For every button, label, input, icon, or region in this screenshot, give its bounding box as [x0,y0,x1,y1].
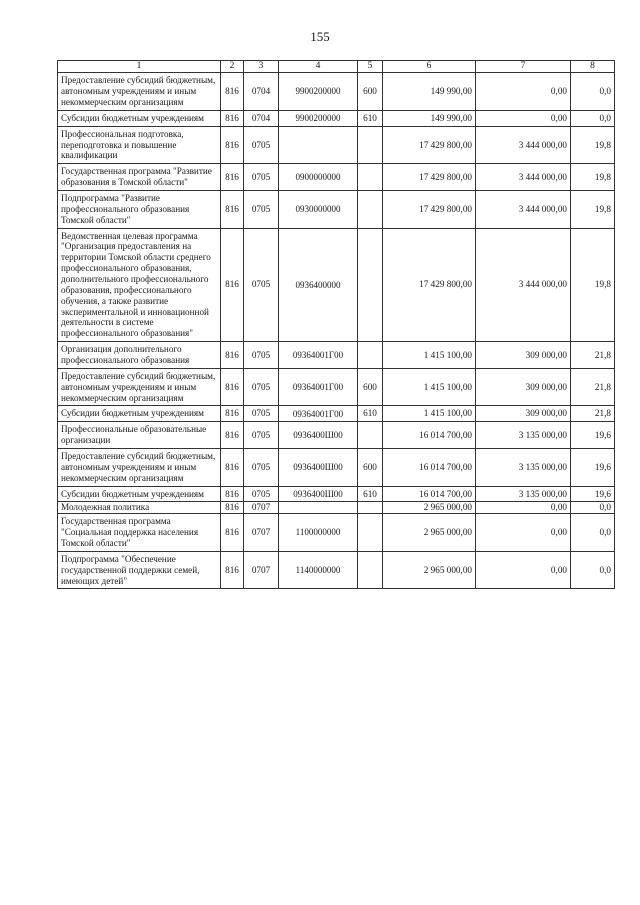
plan-amount-cell: 16 014 700,00 [383,486,476,502]
plan-amount-cell: 1 415 100,00 [383,406,476,422]
section-code-cell: 0704 [244,110,279,126]
executed-amount-cell: 3 444 000,00 [476,228,571,342]
executed-amount-cell: 3 135 000,00 [476,422,571,449]
column-number-row [58,61,615,73]
expense-type-cell [358,514,383,552]
column-header: 1 [58,61,221,73]
table-row [58,126,615,164]
target-article-cell: 0936400Ш00 [279,422,358,449]
expense-type-cell [358,502,383,514]
page-number: 155 [310,29,330,44]
table-row [58,164,615,191]
percent-cell: 19,8 [571,126,615,164]
section-code-cell: 0705 [244,228,279,342]
section-code-cell: 0707 [244,502,279,514]
executed-amount-cell: 0,00 [476,110,571,126]
section-code-cell: 0707 [244,514,279,552]
table-row [58,190,615,228]
table-row [58,448,615,486]
table-row [58,502,615,514]
expense-type-cell: 600 [358,73,383,111]
table-row [58,110,615,126]
target-article-cell: 1140000000 [279,551,358,589]
grbs-code-cell: 816 [221,228,244,342]
row-name-cell: Субсидии бюджетным учреждениям [58,486,221,502]
expense-type-cell [358,422,383,449]
percent-cell: 19,8 [571,164,615,191]
percent-cell: 21,8 [571,406,615,422]
percent-cell: 21,8 [571,342,615,369]
section-code-cell: 0705 [244,164,279,191]
row-name-cell: Профессиональные образовательные организации [58,422,221,449]
row-name-cell: Подпрограмма "Развитие профессионального образования Томской области" [58,190,221,228]
executed-amount-cell: 0,00 [476,73,571,111]
table-row [58,514,615,552]
expense-type-cell [358,551,383,589]
plan-amount-cell: 17 429 800,00 [383,190,476,228]
target-article-cell: 0900000000 [279,164,358,191]
executed-amount-cell: 0,00 [476,514,571,552]
plan-amount-cell: 16 014 700,00 [383,422,476,449]
row-name-cell: Предоставление субсидий бюджетным, автономным учреждениям и иным некоммерческим организациям [58,368,221,406]
target-article-cell: 0936400000 [279,228,358,342]
target-article-cell: 1100000000 [279,514,358,552]
grbs-code-cell: 816 [221,406,244,422]
table-row [58,422,615,449]
expense-type-cell [358,190,383,228]
percent-cell: 0,0 [571,110,615,126]
table-row [58,368,615,406]
plan-amount-cell: 149 990,00 [383,73,476,111]
table-body [58,73,615,589]
row-name-cell: Предоставление субсидий бюджетным, автономным учреждениям и иным некоммерческим организациям [58,448,221,486]
plan-amount-cell: 1 415 100,00 [383,342,476,369]
row-name-cell: Профессиональная подготовка, переподготовка и повышение квалификации [58,126,221,164]
percent-cell: 21,8 [571,368,615,406]
percent-cell: 0,0 [571,514,615,552]
table-row [58,406,615,422]
target-article-cell: 09364001Г00 [279,406,358,422]
row-name-cell: Молодежная политика [58,502,221,514]
expense-type-cell [358,342,383,369]
section-code-cell: 0705 [244,342,279,369]
budget-table [57,60,615,589]
grbs-code-cell: 816 [221,514,244,552]
executed-amount-cell: 309 000,00 [476,342,571,369]
target-article-cell: 0936400Ш00 [279,486,358,502]
percent-cell: 0,0 [571,502,615,514]
column-header: 3 [244,61,279,73]
plan-amount-cell: 2 965 000,00 [383,502,476,514]
section-code-cell: 0707 [244,551,279,589]
percent-cell: 19,6 [571,422,615,449]
column-header: 4 [279,61,358,73]
target-article-cell: 0930000000 [279,190,358,228]
plan-amount-cell: 17 429 800,00 [383,228,476,342]
plan-amount-cell: 149 990,00 [383,110,476,126]
target-article-cell [279,502,358,514]
executed-amount-cell: 3 444 000,00 [476,164,571,191]
plan-amount-cell: 17 429 800,00 [383,164,476,191]
plan-amount-cell: 16 014 700,00 [383,448,476,486]
target-article-cell: 09364001Г00 [279,368,358,406]
table-row [58,342,615,369]
percent-cell: 19,6 [571,448,615,486]
executed-amount-cell: 0,00 [476,502,571,514]
column-header: 8 [571,61,615,73]
executed-amount-cell: 3 135 000,00 [476,486,571,502]
target-article-cell: 9900200000 [279,73,358,111]
table-row [58,73,615,111]
column-header: 6 [383,61,476,73]
column-header: 7 [476,61,571,73]
grbs-code-cell: 816 [221,486,244,502]
section-code-cell: 0705 [244,368,279,406]
executed-amount-cell: 309 000,00 [476,368,571,406]
executed-amount-cell: 309 000,00 [476,406,571,422]
expense-type-cell: 610 [358,110,383,126]
grbs-code-cell: 816 [221,342,244,369]
table-row [58,551,615,589]
row-name-cell: Подпрограмма "Обеспечение государственной поддержки семей, имеющих детей" [58,551,221,589]
grbs-code-cell: 816 [221,73,244,111]
grbs-code-cell: 816 [221,190,244,228]
row-name-cell: Ведомственная целевая программа "Организация предоставления на территории Томской области среднего профессионального образования, дополнительного профессионального образования, профессионального обучения, а также развитие экспериментальной и инновационной деятельности в системе профессионального образования" [58,228,221,342]
executed-amount-cell: 3 444 000,00 [476,190,571,228]
target-article-cell: 09364001Г00 [279,342,358,369]
plan-amount-cell: 2 965 000,00 [383,514,476,552]
section-code-cell: 0705 [244,422,279,449]
target-article-cell [279,126,358,164]
table-row [58,228,615,342]
grbs-code-cell: 816 [221,448,244,486]
expense-type-cell [358,228,383,342]
row-name-cell: Организация дополнительного профессионального образования [58,342,221,369]
column-header: 2 [221,61,244,73]
executed-amount-cell: 3 444 000,00 [476,126,571,164]
target-article-cell: 0936400Ш00 [279,448,358,486]
target-article-cell: 9900200000 [279,110,358,126]
row-name-cell: Государственная программа "Социальная поддержка населения Томской области" [58,514,221,552]
grbs-code-cell: 816 [221,110,244,126]
grbs-code-cell: 816 [221,502,244,514]
expense-type-cell [358,126,383,164]
table-row [58,486,615,502]
grbs-code-cell: 816 [221,368,244,406]
grbs-code-cell: 816 [221,126,244,164]
expense-type-cell: 610 [358,486,383,502]
percent-cell: 19,8 [571,190,615,228]
percent-cell: 19,8 [571,228,615,342]
expense-type-cell: 600 [358,368,383,406]
plan-amount-cell: 17 429 800,00 [383,126,476,164]
grbs-code-cell: 816 [221,164,244,191]
executed-amount-cell: 0,00 [476,551,571,589]
percent-cell: 19,6 [571,486,615,502]
section-code-cell: 0705 [244,486,279,502]
expense-type-cell: 610 [358,406,383,422]
row-name-cell: Предоставление субсидий бюджетным, автономным учреждениям и иным некоммерческим организациям [58,73,221,111]
percent-cell: 0,0 [571,73,615,111]
expense-type-cell: 600 [358,448,383,486]
plan-amount-cell: 1 415 100,00 [383,368,476,406]
row-name-cell: Субсидии бюджетным учреждениям [58,406,221,422]
section-code-cell: 0705 [244,448,279,486]
section-code-cell: 0705 [244,406,279,422]
row-name-cell: Государственная программа "Развитие образования в Томской области" [58,164,221,191]
row-name-cell: Субсидии бюджетным учреждениям [58,110,221,126]
grbs-code-cell: 816 [221,422,244,449]
plan-amount-cell: 2 965 000,00 [383,551,476,589]
expense-type-cell [358,164,383,191]
percent-cell: 0,0 [571,551,615,589]
section-code-cell: 0705 [244,190,279,228]
section-code-cell: 0704 [244,73,279,111]
section-code-cell: 0705 [244,126,279,164]
column-header: 5 [358,61,383,73]
executed-amount-cell: 3 135 000,00 [476,448,571,486]
grbs-code-cell: 816 [221,551,244,589]
